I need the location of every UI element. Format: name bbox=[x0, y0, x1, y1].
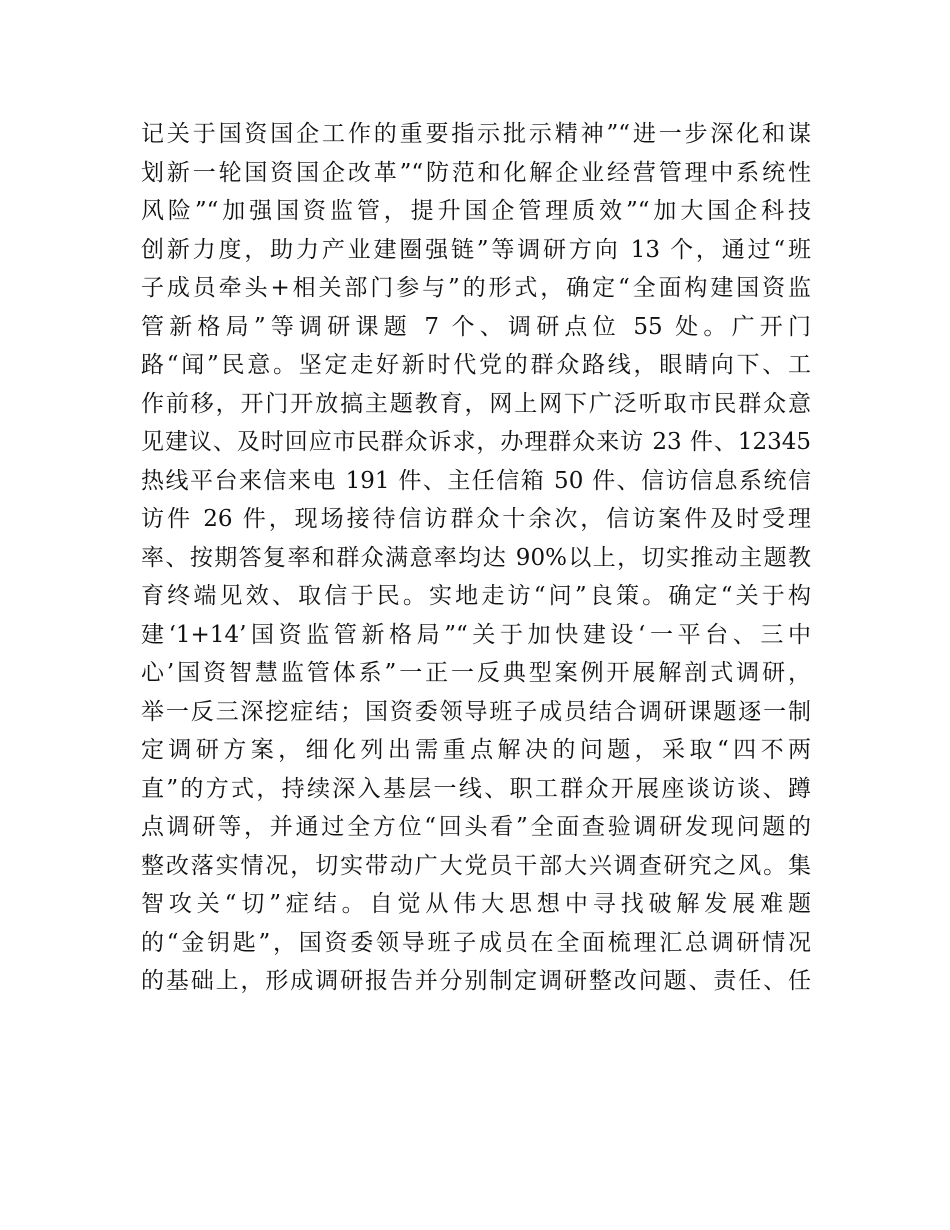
text-line: 直”的方式，持续深入基层一线、职工群众开展座谈访谈、蹲 bbox=[141, 775, 811, 802]
text-line: 的基础上，形成调研报告并分别制定调研整改问题、责任、任 bbox=[141, 968, 811, 994]
text-line: 的“金钥匙”，国资委领导班子成员在全面梳理汇总调研情况 bbox=[141, 929, 811, 956]
text-line: 见建议、及时回应市民群众诉求，办理群众来访 23 件、12345 bbox=[141, 429, 811, 455]
text-line: 创新力度，助力产业建圈强链”等调研方向 13 个，通过“班 bbox=[141, 236, 811, 263]
text-line: 子成员牵头+相关部门参与”的形式，确定“全面构建国资监 bbox=[141, 275, 811, 301]
text-line: 心’国资智慧监管体系”一正一反典型案例开展解剖式调研， bbox=[141, 660, 811, 686]
text-line: 智攻关“切”症结。自觉从伟大思想中寻找破解发展难题 bbox=[141, 891, 811, 917]
text-line: 育终端见效、取信于民。实地走访“问”良策。确定“关于构 bbox=[141, 583, 811, 609]
text-line: 记关于国资国企工作的重要指示批示精神”“进一步深化和谋 bbox=[141, 121, 811, 147]
text-line: 举一反三深挖症结；国资委领导班子成员结合调研课题逐一制 bbox=[141, 698, 811, 725]
text-line: 访件 26 件，现场接待信访群众十余次，信访案件及时受理 bbox=[141, 506, 811, 532]
text-line: 建‘1+14’国资监管新格局”“关于加快建设‘一平台、三中 bbox=[141, 621, 811, 648]
text-line: 点调研等，并通过全方位“回头看”全面查验调研发现问题的 bbox=[141, 814, 811, 840]
text-line: 定调研方案，细化列出需重点解决的问题，采取“四不两 bbox=[141, 737, 811, 763]
text-line: 作前移，开门开放搞主题教育，网上网下广泛听取市民群众意 bbox=[141, 390, 811, 417]
text-line: 整改落实情况，切实带动广大党员干部大兴调查研究之风。集 bbox=[141, 852, 811, 879]
text-line: 划新一轮国资国企改革”“防范和化解企业经营管理中系统性 bbox=[141, 159, 811, 186]
body-text bbox=[141, 115, 811, 1001]
text-line: 率、按期答复率和群众满意率均达 90%以上，切实推动主题教 bbox=[141, 544, 811, 571]
text-line: 管新格局”等调研课题 7 个、调研点位 55 处。广开门 bbox=[141, 313, 811, 340]
text-line: 热线平台来信来电 191 件、主任信箱 50 件、信访信息系统信 bbox=[141, 467, 811, 494]
text-line: 风险”“加强国资监管，提升国企管理质效”“加大国企科技 bbox=[141, 198, 811, 224]
text-line: 路“闻”民意。坚定走好新时代党的群众路线，眼睛向下、工 bbox=[141, 352, 811, 378]
